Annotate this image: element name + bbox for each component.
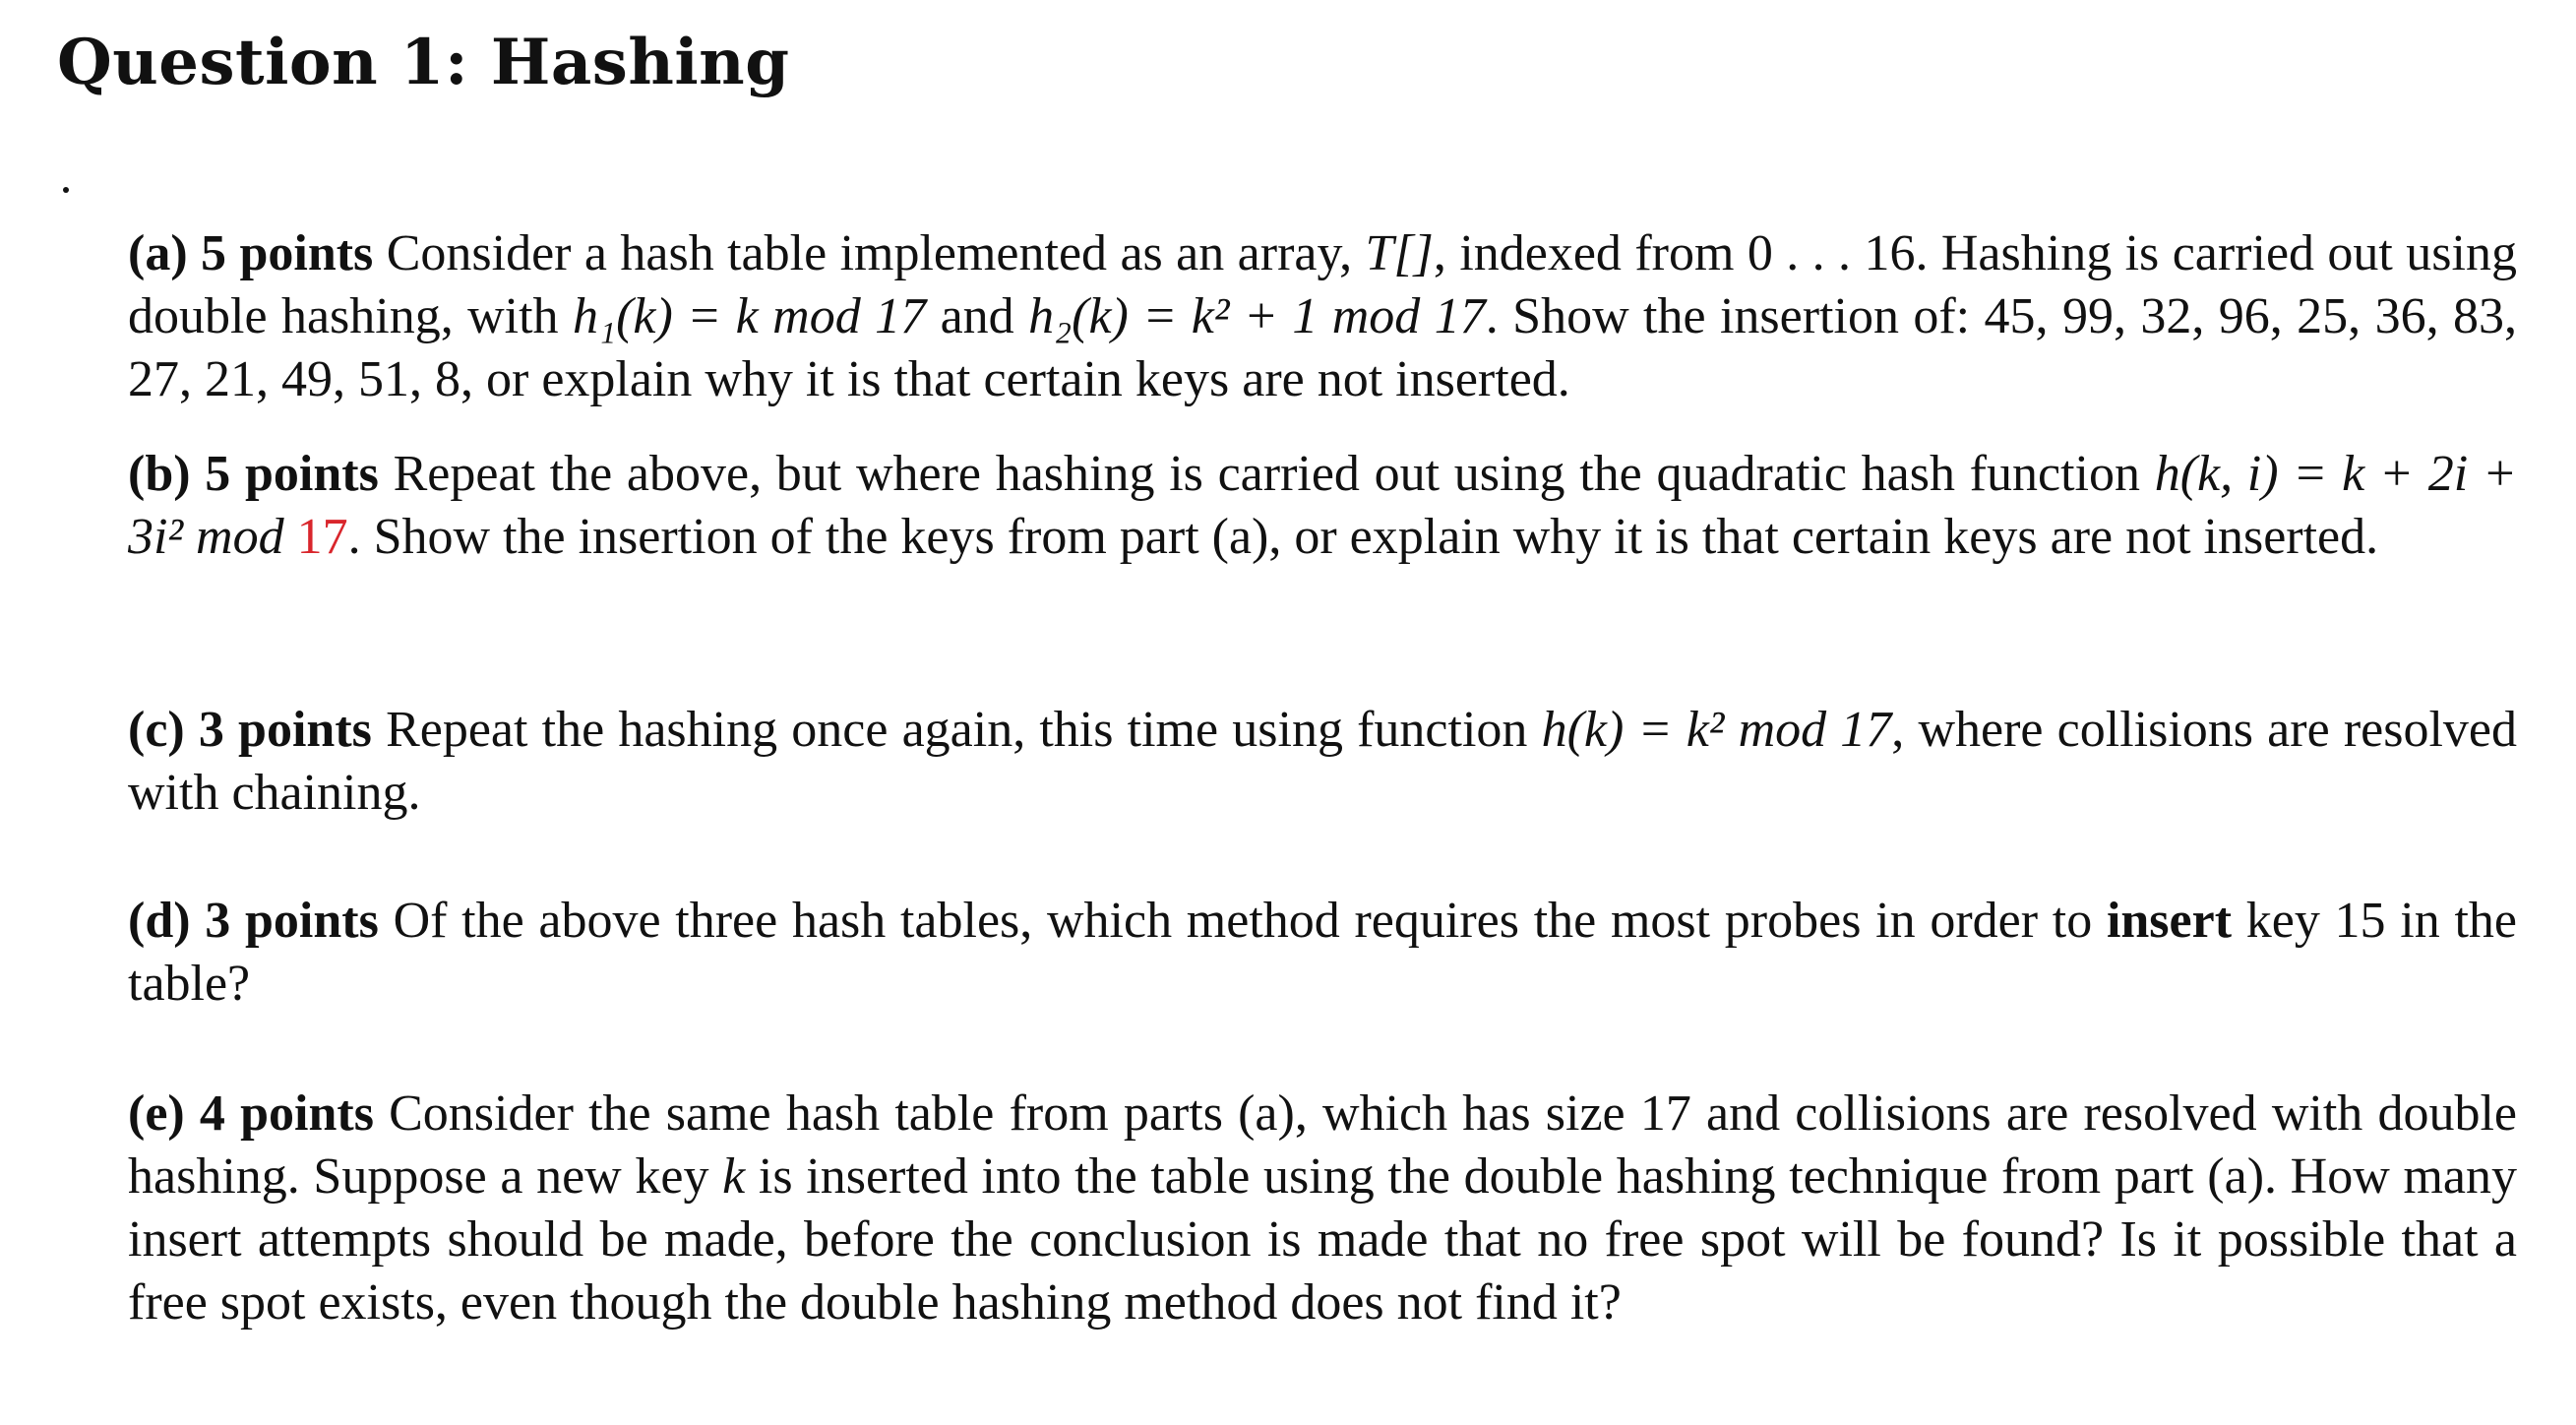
part-a-h2: h₂(k) = k² + 1 mod 17 xyxy=(1028,288,1486,344)
part-c-text1: Repeat the hashing once again, this time using function xyxy=(371,702,1542,758)
part-c-formula: h(k) = k² mod 17 xyxy=(1541,702,1892,758)
part-d xyxy=(57,890,2517,1016)
part-a-text2: , indexed from 0 . . . 16. Hashing is carried out using double hashing, with xyxy=(128,225,2517,344)
part-a-label: (a) 5 points xyxy=(128,225,374,281)
question-title: Question 1: Hashing xyxy=(57,26,790,99)
bullet-dot xyxy=(63,187,69,193)
part-d-text1: Of the above three hash tables, which method requires the most probes in order to xyxy=(378,893,2107,949)
part-c-paragraph xyxy=(57,699,2517,825)
part-e-text2: is inserted into the table using the double hashing technique from part (a). How many insert attempts should be made, before the conclusion is made that no free spot will be found? Is it possible that a free spot exists, even though the double hashing method does not find it? xyxy=(128,1148,2517,1331)
part-d-paragraph xyxy=(57,890,2517,1016)
part-d-text2: key 15 in the table? xyxy=(128,893,2517,1012)
part-e-text1: Consider the same hash table from parts (a), which has size 17 and collisions are resolved with double hashing. Suppose a new key xyxy=(128,1085,2517,1205)
part-a-text4: . Show the insertion of: xyxy=(1485,288,1985,344)
part-a-h1: h₁(k) = k mod 17 xyxy=(572,288,927,344)
part-b-modulus: 17 xyxy=(296,509,348,565)
part-a xyxy=(57,222,2517,411)
part-e-var: k xyxy=(722,1148,746,1205)
part-c-text2: , where collisions are resolved with chaining. xyxy=(128,702,2517,821)
part-b-text2: . Show the insertion of the keys from part (a), or explain why it is that certain keys are not inserted. xyxy=(347,509,2379,565)
part-a-text1: Consider a hash table implemented as an array, xyxy=(373,225,1366,281)
part-a-text3: and xyxy=(926,288,1029,344)
part-a-text5: , or explain why it is that certain keys are not inserted. xyxy=(460,351,1570,407)
part-a-keys: 45, 99, 32, 96, 25, 36, 83, 27, 21, 49, 51, 8 xyxy=(128,288,2517,407)
question-header xyxy=(57,26,2517,101)
part-d-label: (d) 3 points xyxy=(128,893,379,949)
part-b-text1: Repeat the above, but where hashing is carried out using the quadratic hash function xyxy=(378,446,2155,502)
part-b-label: (b) 5 points xyxy=(128,446,379,502)
part-d-emph: insert xyxy=(2106,893,2233,949)
part-a-paragraph xyxy=(57,222,2517,411)
part-e-paragraph xyxy=(57,1083,2517,1334)
part-b-formula: h(k, i) = k + 2i + 3i² mod xyxy=(128,446,2517,565)
part-c xyxy=(57,699,2517,825)
part-b-paragraph xyxy=(57,443,2517,569)
part-e xyxy=(57,1083,2517,1334)
part-a-array: T[] xyxy=(1365,225,1434,281)
part-b xyxy=(57,443,2517,569)
part-c-label: (c) 3 points xyxy=(128,702,372,758)
part-e-label: (e) 4 points xyxy=(128,1085,374,1142)
